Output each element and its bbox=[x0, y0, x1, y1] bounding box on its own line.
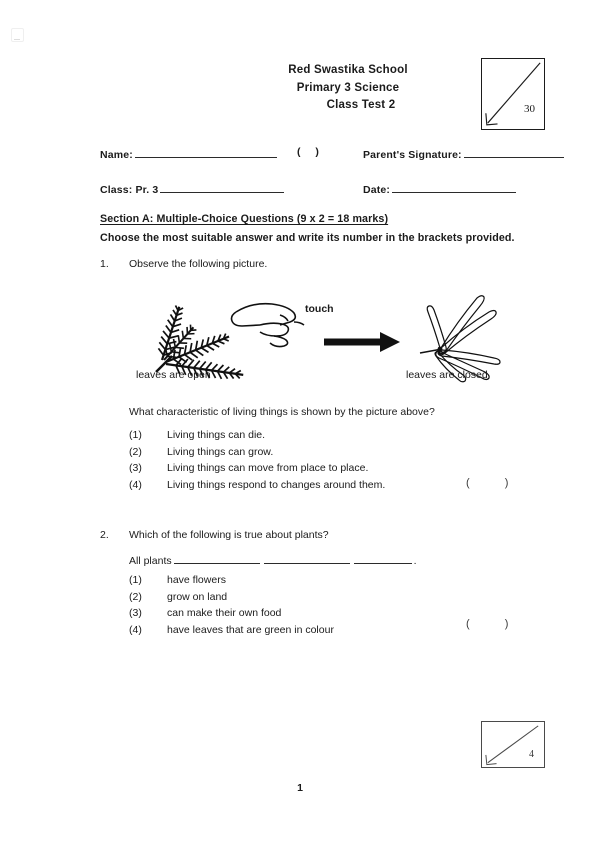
option-item[interactable] bbox=[129, 477, 385, 494]
touch-arrow-icon bbox=[324, 332, 400, 352]
question-2-sub-stem bbox=[129, 552, 417, 567]
option-item[interactable] bbox=[129, 444, 385, 461]
option-text: have flowers bbox=[167, 574, 226, 586]
date-input[interactable] bbox=[392, 181, 516, 193]
question-2-blank-1[interactable] bbox=[174, 552, 260, 564]
page-number: 1 bbox=[297, 782, 303, 794]
question-2-number: 2. bbox=[100, 529, 109, 541]
option-text: grow on land bbox=[167, 590, 228, 603]
option-label: (1) bbox=[129, 574, 142, 586]
parent-signature-field-row bbox=[363, 146, 566, 161]
question-2-answer-bracket[interactable]: ( ) bbox=[466, 618, 525, 630]
question-1-options bbox=[129, 427, 385, 493]
total-marks-box bbox=[481, 58, 545, 130]
diagonal-arrow-icon bbox=[482, 722, 544, 768]
paper-name: Class Test 2 bbox=[326, 99, 396, 111]
option-label: (2) bbox=[129, 445, 142, 458]
class-input[interactable] bbox=[160, 181, 284, 193]
question-2-blank-3[interactable] bbox=[354, 552, 412, 564]
option-label: (4) bbox=[129, 478, 142, 491]
question-2-stem: Which of the following is true about plants? bbox=[129, 529, 329, 541]
page-marks-value: 4 bbox=[529, 749, 534, 760]
parent-signature-input[interactable] bbox=[464, 146, 564, 158]
date-label: Date: bbox=[363, 184, 391, 196]
option-item[interactable] bbox=[129, 605, 334, 622]
question-1-answer-bracket[interactable]: ( ) bbox=[466, 477, 525, 489]
index-number-bracket[interactable]: ( ) bbox=[297, 146, 325, 158]
name-field-row bbox=[100, 146, 279, 161]
option-label: (1) bbox=[129, 429, 142, 441]
option-item[interactable] bbox=[129, 460, 385, 477]
option-text: Living things can die. bbox=[167, 429, 266, 441]
class-field-row bbox=[100, 181, 286, 196]
diagonal-arrow-icon bbox=[482, 59, 544, 129]
total-marks-value: 30 bbox=[524, 103, 535, 115]
question-1-stem: Observe the following picture. bbox=[129, 258, 268, 270]
class-label: Class: Pr. 3 bbox=[100, 184, 159, 196]
name-label: Name: bbox=[100, 149, 133, 161]
level-subject: Primary 3 Science bbox=[296, 81, 400, 94]
option-item[interactable] bbox=[129, 427, 385, 444]
question-2-sub-stem-prefix: All plants bbox=[129, 555, 172, 567]
question-1-number: 1. bbox=[100, 258, 109, 270]
option-text: can make their own food bbox=[167, 607, 282, 619]
question-1-ask: What characteristic of living things is shown by the picture above? bbox=[129, 406, 435, 418]
name-input[interactable] bbox=[135, 146, 277, 158]
option-text: have leaves that are green in colour bbox=[167, 623, 334, 636]
parent-signature-label: Parent's Signature: bbox=[363, 149, 462, 161]
option-label: (3) bbox=[129, 607, 142, 619]
option-item[interactable] bbox=[129, 589, 334, 606]
page-title bbox=[232, 62, 464, 115]
figure-right-caption: leaves are closed bbox=[406, 369, 488, 381]
section-a-instruction: Choose the most suitable answer and write its number in the brackets provided. bbox=[100, 232, 515, 244]
option-label: (2) bbox=[129, 590, 142, 603]
scan-artifact-speck bbox=[11, 28, 24, 42]
section-a-title: Section A: Multiple-Choice Questions (9 x 2 = 18 marks) bbox=[100, 213, 389, 225]
question-2-blank-2[interactable] bbox=[264, 552, 350, 564]
option-text: Living things respond to changes around them. bbox=[167, 478, 386, 491]
option-text: Living things can move from place to place. bbox=[167, 462, 369, 474]
question-2-options bbox=[129, 572, 334, 638]
option-label: (3) bbox=[129, 462, 142, 474]
figure-left-caption: leaves are open bbox=[136, 369, 211, 381]
figure-arrow-label: touch bbox=[305, 303, 334, 315]
date-field-row bbox=[363, 181, 518, 196]
school-name: Red Swastika School bbox=[288, 64, 408, 76]
page-marks-box bbox=[481, 721, 545, 768]
option-item[interactable] bbox=[129, 622, 334, 639]
pointing-hand-icon bbox=[232, 304, 305, 347]
option-item[interactable] bbox=[129, 572, 334, 589]
question-2-sub-stem-suffix: . bbox=[413, 555, 417, 567]
option-text: Living things can grow. bbox=[167, 445, 274, 458]
option-label: (4) bbox=[129, 623, 142, 636]
